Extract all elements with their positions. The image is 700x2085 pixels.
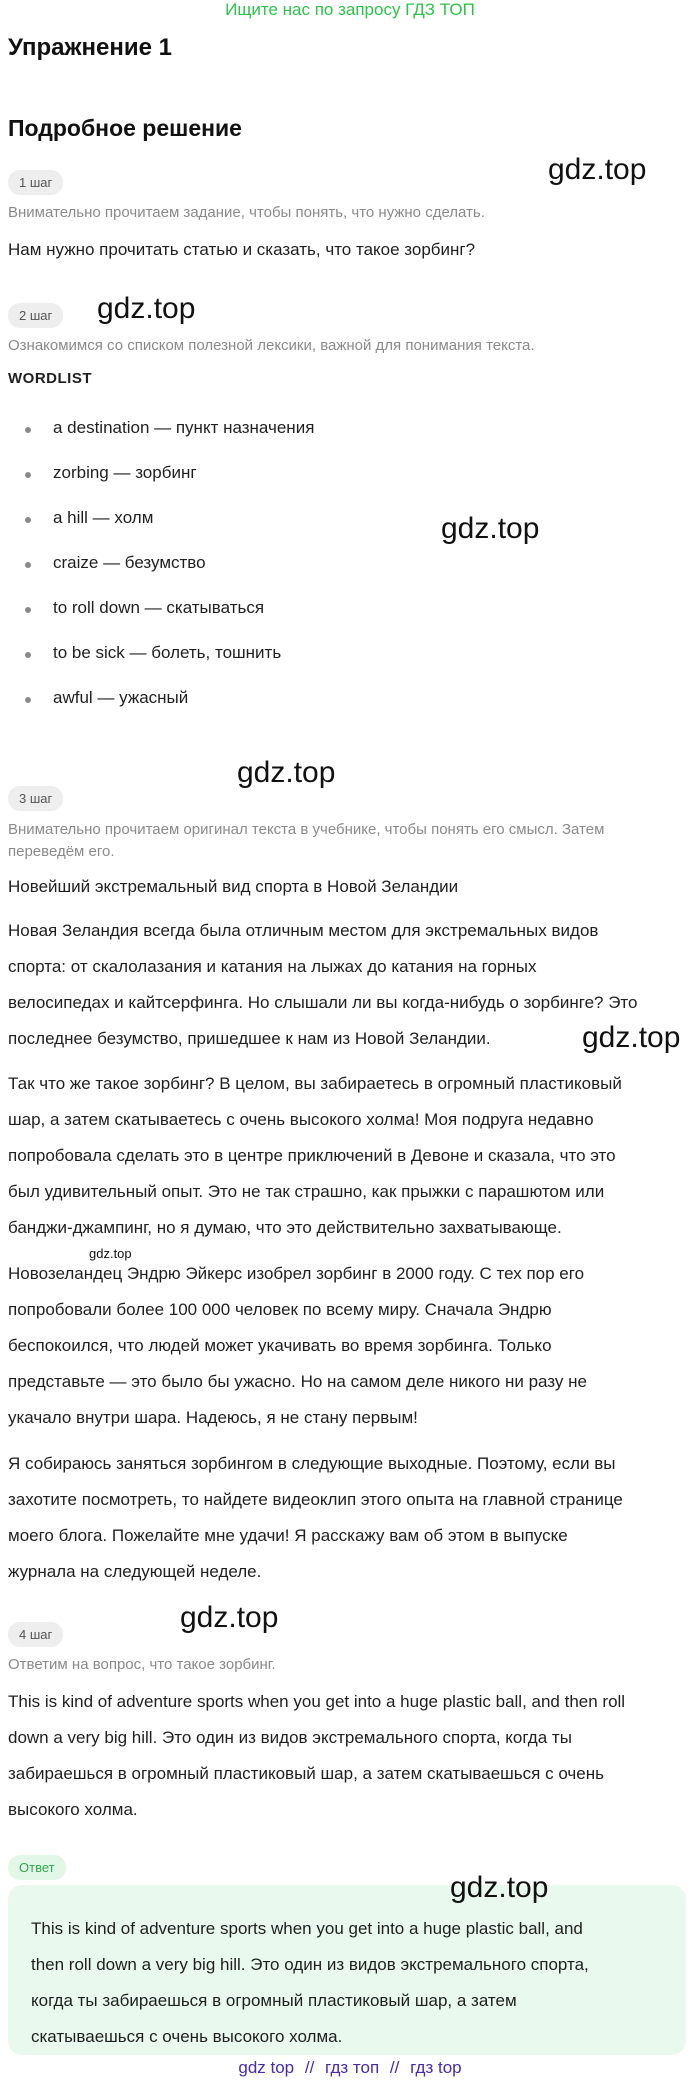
footer-separator: // bbox=[389, 2058, 400, 2077]
step-3-badge: 3 шаг bbox=[8, 786, 63, 811]
article-line: журнала на следующей неделе. bbox=[8, 1562, 262, 1581]
article-line: Новая Зеландия всегда была отличным местом для экстремальных видов bbox=[8, 921, 599, 940]
step-3-hint-line: переведём его. bbox=[8, 843, 115, 860]
footer-link-gdz-top-mixed[interactable]: гдз top bbox=[410, 2058, 462, 2077]
article-line: беспокоился, что людей может укачивать во время зорбинга. Только bbox=[8, 1336, 552, 1355]
bullet-icon bbox=[25, 427, 31, 433]
bullet-icon bbox=[25, 562, 31, 568]
answer-line: This is kind of adventure sports when you get into a huge plastic ball, and bbox=[31, 1919, 583, 1938]
bullet-icon bbox=[25, 472, 31, 478]
answer-line: когда ты забираешься в огромный пластиковый шар, а затем bbox=[31, 1991, 517, 2010]
list-item: zorbing — зорбинг bbox=[10, 463, 314, 508]
solution-heading: Подробное решение bbox=[8, 115, 242, 141]
article-line: представьте — это было бы ужасно. Но на самом деле никого ни разу не bbox=[8, 1372, 587, 1391]
watermark: gdz.top bbox=[441, 512, 540, 545]
watermark: gdz.top bbox=[450, 1871, 549, 1904]
answer-badge: Ответ bbox=[8, 1855, 66, 1880]
article-line: шар, а затем скатываетесь с очень высокого холма! Моя подруга недавно bbox=[8, 1110, 594, 1129]
step-3-hint-line: Внимательно прочитаем оригинал текста в учебнике, чтобы понять его смысл. Затем bbox=[8, 821, 605, 838]
footer-link-gdz-top-ru[interactable]: гдз топ bbox=[325, 2058, 380, 2077]
answer-text-line: забираешься в огромный пластиковый шар, а затем скатываешься с очень bbox=[8, 1764, 604, 1783]
answer-text-line: This is kind of adventure sports when you get into a huge plastic ball, and then roll bbox=[8, 1692, 626, 1711]
list-item: to roll down — скатываться bbox=[10, 598, 314, 643]
article-line: моего блога. Пожелайте мне удачи! Я расскажу вам об этом в выпуске bbox=[8, 1526, 568, 1545]
article-heading: Новейший экстремальный вид спорта в Новой Зеландии bbox=[8, 877, 459, 896]
list-item: a hill — холм bbox=[10, 508, 314, 553]
bullet-icon bbox=[25, 652, 31, 658]
article-line: Я собираюсь заняться зорбингом в следующие выходные. Поэтому, если вы bbox=[8, 1454, 616, 1473]
list-item: awful — ужасный bbox=[10, 688, 314, 733]
bullet-icon bbox=[25, 697, 31, 703]
watermark: gdz.top bbox=[582, 1021, 681, 1054]
article-line: Так что же такое зорбинг? В целом, вы забираетесь в огромный пластиковый bbox=[8, 1074, 622, 1093]
step-4-hint: Ответим на вопрос, что такое зорбинг. bbox=[8, 1656, 276, 1673]
answer-text-line: down a very big hill. Это один из видов экстремального спорта, когда ты bbox=[8, 1728, 572, 1747]
article-line: велосипедах и кайтсерфинга. Но слышали ли вы когда-нибудь о зорбинге? Это bbox=[8, 993, 638, 1012]
article-line: банджи-джампинг, но я думаю, что это действительно захватывающе. bbox=[8, 1218, 562, 1237]
search-promo-banner[interactable]: Ищите нас по запросу ГДЗ ТОП bbox=[225, 0, 475, 19]
list-item: craize — безумство bbox=[10, 553, 314, 598]
step-1-text: Нам нужно прочитать статью и сказать, что такое зорбинг? bbox=[8, 240, 476, 259]
answer-line: скатываешься с очень высокого холма. bbox=[31, 2027, 343, 2046]
footer-links bbox=[0, 2058, 700, 2078]
wordlist-title: WORDLIST bbox=[8, 370, 92, 387]
article-line: попробовала сделать это в центре приключений в Девоне и сказала, что это bbox=[8, 1146, 616, 1165]
article-line: был удивительный опыт. Это не так страшно, как прыжки с парашютом или bbox=[8, 1182, 605, 1201]
list-item: a destination — пункт назначения bbox=[10, 418, 314, 463]
watermark: gdz.top bbox=[97, 292, 196, 325]
bullet-icon bbox=[25, 517, 31, 523]
watermark: gdz.top bbox=[548, 153, 647, 186]
bullet-icon bbox=[25, 607, 31, 613]
article-line: захотите посмотреть, то найдете видеоклип этого опыта на главной странице bbox=[8, 1490, 623, 1509]
answer-line: then roll down a very big hill. Это один из видов экстремального спорта, bbox=[31, 1955, 589, 1974]
step-2-badge: 2 шаг bbox=[8, 303, 63, 328]
watermark: gdz.top bbox=[237, 756, 336, 789]
wordlist bbox=[10, 418, 314, 733]
step-2-hint: Ознакомимся со списком полезной лексики, важной для понимания текста. bbox=[8, 337, 535, 354]
article-line: спорта: от скалолазания и катания на лыжах до катания на горных bbox=[8, 957, 537, 976]
answer-text-line: высокого холма. bbox=[8, 1800, 138, 1819]
footer-link-gdz-top[interactable]: gdz top bbox=[238, 2058, 295, 2077]
article-line: укачало внутри шара. Надеюсь, я не стану первым! bbox=[8, 1408, 418, 1427]
step-4-badge: 4 шаг bbox=[8, 1622, 63, 1647]
step-1-badge: 1 шаг bbox=[8, 170, 63, 195]
article-line: попробовали более 100 000 человек по всему миру. Сначала Эндрю bbox=[8, 1300, 552, 1319]
watermark: gdz.top bbox=[89, 1246, 132, 1261]
page-title: Упражнение 1 bbox=[8, 34, 172, 61]
article-line: Новозеландец Эндрю Эйкерс изобрел зорбинг в 2000 году. С тех пор его bbox=[8, 1264, 585, 1283]
list-item: to be sick — болеть, тошнить bbox=[10, 643, 314, 688]
step-1-hint: Внимательно прочитаем задание, чтобы понять, что нужно сделать. bbox=[8, 204, 485, 221]
footer-separator: // bbox=[304, 2058, 315, 2077]
article-line: последнее безумство, пришедшее к нам из Новой Зеландии. bbox=[8, 1029, 491, 1048]
watermark: gdz.top bbox=[180, 1601, 279, 1634]
